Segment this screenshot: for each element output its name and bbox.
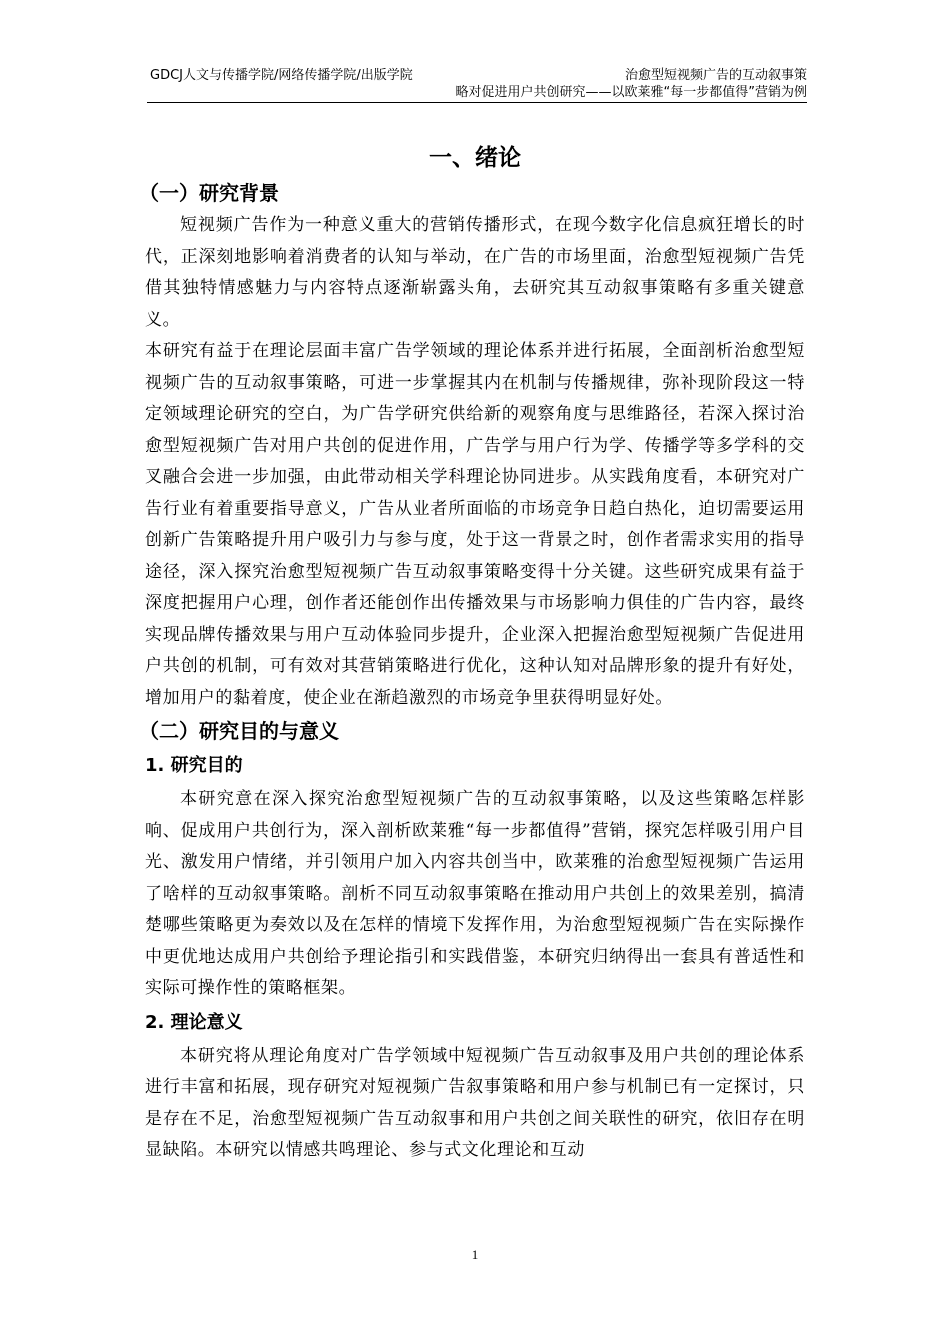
- paragraph-theory: 本研究将从理论角度对广告学领域中短视频广告互动叙事及用户共创的理论体系进行丰富和拓展，现存研究对短视频广告叙事策略和用户参与机制已有一定探讨，只是存在不足，治愈型短视频广告互动叙事和用户共创之间关联性的研究，依旧存在明显缺陷。本研究以情感共鸣理论、参与式文化理论和互动: [145, 1045, 805, 1160]
- paragraph-background-1: 短视频广告作为一种意义重大的营销传播形式，在现今数字化信息疯狂增长的时代，正深刻地影响着消费者的认知与举动，在广告的市场里面，治愈型短视频广告凭借其独特情感魅力与内容特点逐渐崭露头角，去研究其互动叙事策略有多重关键意义。: [145, 215, 805, 330]
- section-title-background: （一）研究背景: [139, 181, 279, 205]
- chapter-title: 一、绪论: [429, 145, 521, 171]
- paragraph-purpose: 本研究意在深入探究治愈型短视频广告的互动叙事策略，以及这些策略怎样影响、促成用户共创行为，深入剖析欧莱雅“每一步都值得”营销，探究怎样吸引用户目光、激发用户情绪，并引领用户加入内容共创当中，欧莱雅的治愈型短视频广告运用了啥样的互动叙事策略。剖析不同互动叙事策略在推动用户共创上的效果差别，搞清楚哪些策略更为奏效以及在怎样的情境下发挥作用，为治愈型短视频广告在实际操作中更优地达成用户共创给予理论指引和实践借鉴，本研究归纳得出一套具有普适性和实际可操作性的策略框架。: [145, 789, 805, 998]
- page-body: [139, 140, 805, 1167]
- subsection-title-theory: 2. 理论意义: [145, 1011, 243, 1033]
- page-number: 1: [471, 1247, 479, 1262]
- header-institution: GDCJ人文与传播学院/网络传播学院/出版学院: [150, 68, 413, 83]
- header-title-line-1: 治愈型短视频广告的互动叙事策: [624, 68, 807, 83]
- header-thesis-title: [456, 67, 807, 101]
- section-title-purpose-significance: （二）研究目的与意义: [139, 719, 339, 743]
- subsection-title-purpose: 1. 研究目的: [145, 755, 243, 776]
- paragraph-background-2: 本研究有益于在理论层面丰富广告学领域的理论体系并进行拓展，全面剖析治愈型短视频广告的互动叙事策略，可进一步掌握其内在机制与传播规律，弥补现阶段这一特定领域理论研究的空白，为广告学研究供给新的观察角度与思维路径，若深入探讨治愈型短视频广告对用户共创的促进作用，广告学与用户行为学、传播学等多学科的交叉融合会进一步加强，由此带动相关学科理论协同进步。从实践角度看，本研究对广告行业有着重要指导意义，广告从业者所面临的市场竞争日趋白热化，迫切需要运用创新广告策略提升用户吸引力与参与度，处于这一背景之时，创作者需求实用的指导途径，深入探究治愈型短视频广告互动叙事策略变得十分关键。这些研究成果有益于深度把握用户心理，创作者还能创作出传播效果与市场影响力俱佳的广告内容，最终实现品牌传播效果与用户互动体验同步提升，企业深入把握治愈型短视频广告促进用户共创的机制，可有效对其营销策略进行优化，这种认知对品牌形象的提升有好处，增加用户的黏着度，使企业在渐趋激烈的市场竞争里获得明显好处。: [145, 341, 805, 708]
- running-header: [147, 66, 807, 103]
- header-title-line-2: 略对促进用户共创研究——以欧莱雅“每一步都值得”营销为例: [455, 85, 807, 100]
